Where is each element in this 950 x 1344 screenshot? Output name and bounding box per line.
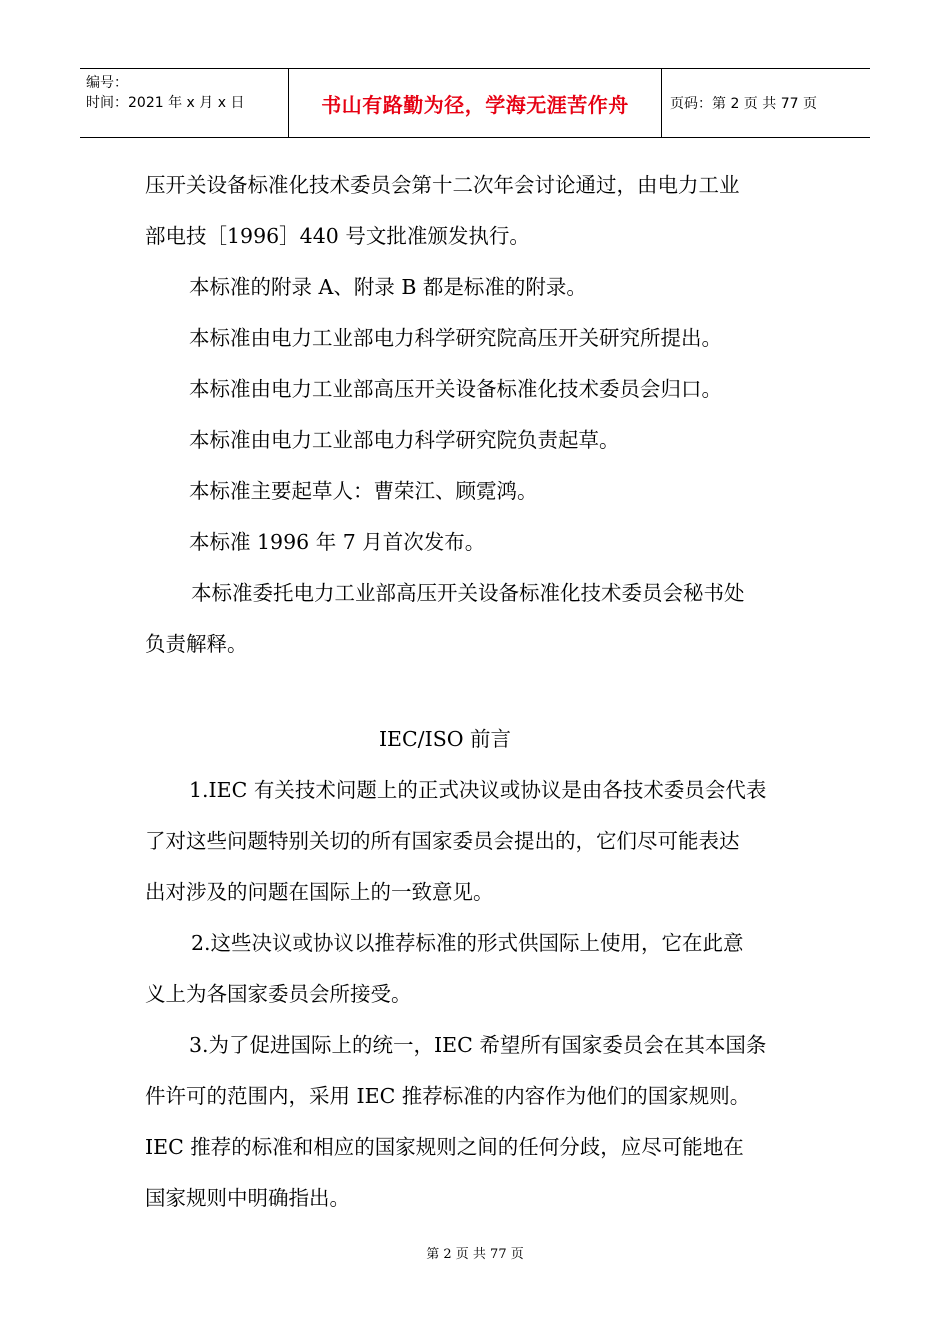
header-page-info: 页码：第 2 页 共 77 页 (670, 96, 817, 112)
header-meta (80, 69, 288, 137)
header-motto: 书山有路勤为径，学海无涯苦作舟 (288, 69, 662, 137)
body-line: 本标准由电力工业部电力科学研究院高压开关研究所提出。 (189, 326, 722, 350)
section-line: 件许可的范围内，采用 IEC 推荐标准的内容作为他们的国家规则。 (145, 1084, 751, 1108)
page-header (80, 68, 870, 138)
page-footer: 第 2 页 共 77 页 (426, 1247, 524, 1262)
section-line: 出对涉及的问题在国际上的一致意见。 (145, 880, 494, 904)
document-number-label: 编号： (86, 75, 128, 91)
body-line: 本标准 1996 年 7 月首次发布。 (189, 530, 486, 554)
document-date-label: 时间：2021 年 x 月 x 日 (86, 95, 245, 111)
body-line: 部电技［1996］440 号文批准颁发执行。 (145, 224, 530, 248)
body-line: 压开关设备标准化技术委员会第十二次年会讨论通过，由电力工业 (145, 173, 740, 197)
section-line: IEC 推荐的标准和相应的国家规则之间的任何分歧，应尽可能地在 (145, 1135, 744, 1159)
section-line: 义上为各国家委员会所接受。 (145, 982, 412, 1006)
section-line: 3.为了促进国际上的统一，IEC 希望所有国家委员会在其本国条 (189, 1033, 767, 1057)
section-line: 了对这些问题特别关切的所有国家委员会提出的，它们尽可能表达 (145, 829, 740, 853)
section-line: 国家规则中明确指出。 (145, 1186, 350, 1210)
section-line: 2.这些决议或协议以推荐标准的形式供国际上使用，它在此意 (191, 931, 744, 955)
section-spacer (145, 670, 825, 714)
body-line: 本标准主要起草人：曹荣江、顾霓鸿。 (189, 479, 538, 503)
section-line: 1.IEC 有关技术问题上的正式决议或协议是由各技术委员会代表 (189, 778, 767, 802)
body-line: 本标准由电力工业部高压开关设备标准化技术委员会归口。 (189, 377, 722, 401)
body-line: 本标准委托电力工业部高压开关设备标准化技术委员会秘书处 (191, 581, 745, 605)
document-body (145, 160, 825, 1224)
section-title: IEC/ISO 前言 (378, 727, 512, 751)
body-line: 本标准的附录 A、附录 B 都是标准的附录。 (189, 275, 587, 299)
body-line: 负责解释。 (145, 632, 248, 656)
body-line: 本标准由电力工业部电力科学研究院负责起草。 (189, 428, 620, 452)
